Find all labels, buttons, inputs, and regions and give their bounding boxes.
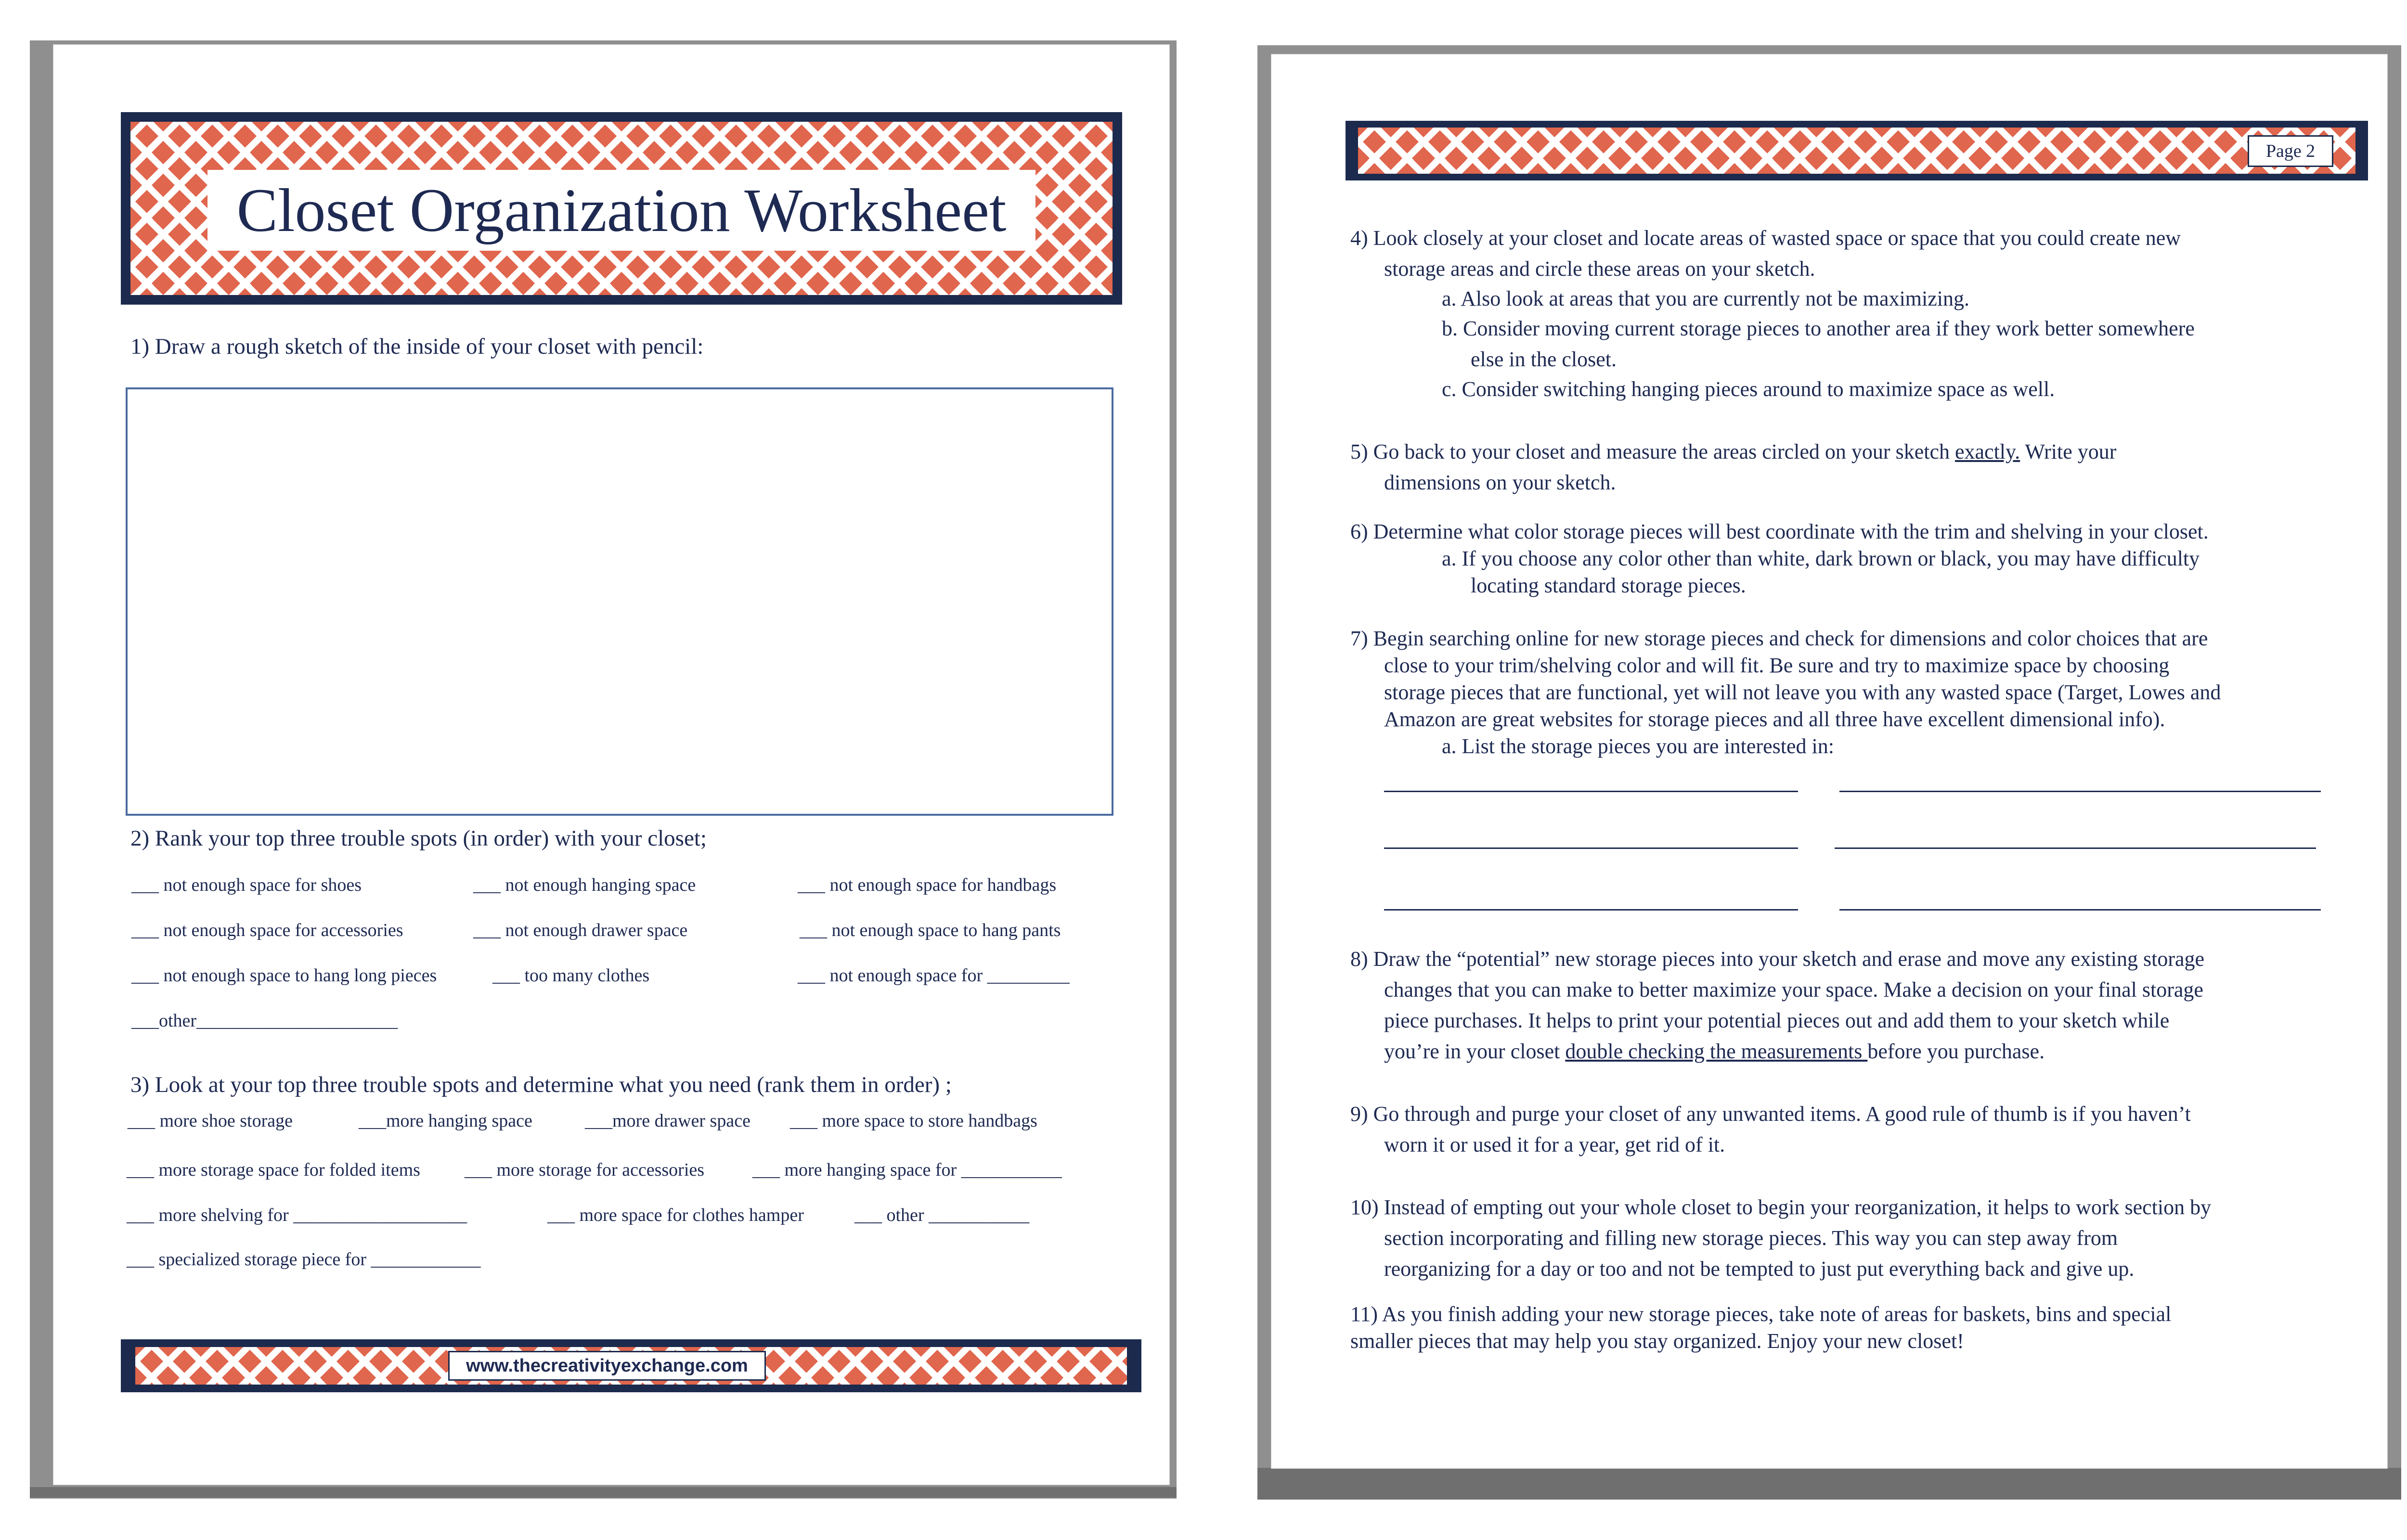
page-title: Closet Organization Worksheet bbox=[207, 170, 1035, 251]
q2-option[interactable]: ___ not enough space for shoes bbox=[131, 875, 362, 895]
q3-option[interactable]: ___more drawer space bbox=[585, 1111, 751, 1131]
q2-option[interactable]: ___ too many clothes bbox=[492, 965, 650, 986]
question-4b: b. Consider moving current storage pieces to another area if they work better somewhere bbox=[1442, 317, 2195, 340]
page-number-label: Page 2 bbox=[2248, 135, 2333, 167]
worksheet-page-2[interactable] bbox=[1271, 54, 2388, 1469]
footer-url[interactable]: www.thecreativityexchange.com bbox=[448, 1351, 766, 1381]
question-4b-cont: else in the closet. bbox=[1471, 347, 1617, 371]
question-11: 11) As you finish adding your new storage pieces, take note of areas for baskets, bins and special bbox=[1350, 1302, 2172, 1326]
question-4c: c. Consider switching hanging pieces around to maximize space as well. bbox=[1442, 377, 2055, 401]
title-banner bbox=[121, 112, 1122, 305]
question-6a: a. If you choose any color other than white, dark brown or black, you may have difficulty bbox=[1442, 547, 2200, 570]
question-8: 8) Draw the “potential” new storage pieces into your sketch and erase and move any existing storage bbox=[1350, 947, 2205, 971]
storage-piece-line[interactable] bbox=[1839, 791, 2321, 792]
question-5 bbox=[1350, 439, 2116, 464]
storage-piece-line[interactable] bbox=[1384, 791, 1798, 792]
question-2: 2) Rank your top three trouble spots (in order) with your closet; bbox=[130, 826, 707, 851]
q2-option[interactable]: ___ not enough space for accessories bbox=[131, 920, 403, 940]
footer-banner bbox=[121, 1339, 1141, 1392]
exactly-emphasis: exactly. bbox=[1954, 440, 2020, 463]
storage-piece-line[interactable] bbox=[1384, 909, 1798, 911]
q2-option[interactable]: ___ not enough drawer space bbox=[473, 920, 688, 940]
question-7-cont: close to your trim/shelving color and will fit. Be sure and try to maximize space by choosing bbox=[1384, 654, 2170, 677]
question-6a-cont: locating standard storage pieces. bbox=[1471, 574, 1746, 597]
question-11-cont: smaller pieces that may help you stay organized. Enjoy your new closet! bbox=[1350, 1329, 1964, 1353]
question-5-cont: dimensions on your sketch. bbox=[1384, 471, 1616, 494]
question-9-cont: worn it or used it for a year, get rid of it. bbox=[1384, 1133, 1725, 1156]
chevron-pattern bbox=[1358, 128, 2355, 174]
sketch-box[interactable] bbox=[126, 387, 1113, 816]
question-10-cont: reorganizing for a day or too and not be tempted to just put everything back and give up. bbox=[1384, 1257, 2135, 1281]
q2-option[interactable]: ___ not enough space for _________ bbox=[798, 965, 1070, 986]
page1-bottom-edge bbox=[30, 1487, 1177, 1498]
question-7: 7) Begin searching online for new storage pieces and check for dimensions and color choices that are bbox=[1350, 627, 2208, 650]
question-3: 3) Look at your top three trouble spots and determine what you need (rank them in order) ; bbox=[130, 1072, 952, 1097]
question-1: 1) Draw a rough sketch of the inside of your closet with pencil: bbox=[130, 334, 704, 359]
q2-option[interactable]: ___ not enough space for handbags bbox=[798, 875, 1057, 895]
question-6: 6) Determine what color storage pieces will best coordinate with the trim and shelving in your closet. bbox=[1350, 520, 2209, 543]
question-8-cont: changes that you can make to better maximize your space. Make a decision on your final storage bbox=[1384, 978, 2203, 1001]
q3-option[interactable]: ___ more shoe storage bbox=[128, 1111, 293, 1131]
storage-piece-line[interactable] bbox=[1839, 909, 2321, 911]
question-7-cont: Amazon are great websites for storage pieces and all three have excellent dimensional info). bbox=[1384, 707, 2165, 731]
q2-option[interactable]: ___ not enough space to hang pants bbox=[800, 920, 1061, 940]
question-7a: a. List the storage pieces you are interested in: bbox=[1442, 734, 1834, 758]
page2-bottom-edge bbox=[1257, 1468, 2401, 1500]
header-banner bbox=[1346, 121, 2368, 180]
double-checking-emphasis: double checking the measurements bbox=[1565, 1040, 1868, 1063]
chevron-pattern bbox=[130, 122, 1113, 295]
storage-piece-line[interactable] bbox=[1835, 847, 2316, 849]
question-10-cont: section incorporating and filling new storage pieces. This way you can step away from bbox=[1384, 1226, 2118, 1250]
question-8-cont bbox=[1384, 1039, 2045, 1064]
question-8-end: before you purchase. bbox=[1867, 1040, 2045, 1063]
q3-option[interactable]: ___ more storage space for folded items bbox=[127, 1160, 420, 1180]
question-5-text: 5) Go back to your closet and measure the areas circled on your sketch bbox=[1350, 440, 1955, 463]
question-5-end: Write your bbox=[2020, 440, 2117, 463]
q2-option[interactable]: ___ not enough space to hang long pieces bbox=[131, 965, 437, 986]
question-4-cont: storage areas and circle these areas on your sketch. bbox=[1384, 257, 1815, 281]
worksheet-page-1[interactable] bbox=[53, 44, 1170, 1485]
q3-option[interactable]: ___ more space for clothes hamper bbox=[547, 1205, 804, 1225]
q3-option[interactable]: ___ other ___________ bbox=[854, 1205, 1030, 1225]
question-7-cont: storage pieces that are functional, yet will not leave you with any wasted space (Target, Lowes and bbox=[1384, 680, 2221, 704]
chevron-pattern bbox=[135, 1347, 1127, 1385]
q3-option[interactable]: ___ more storage for accessories bbox=[465, 1160, 705, 1180]
question-4a: a. Also look at areas that you are currently not be maximizing. bbox=[1442, 287, 1970, 310]
question-10: 10) Instead of empting out your whole closet to begin your reorganization, it helps to work section by bbox=[1350, 1195, 2212, 1219]
q3-option[interactable]: ___ more hanging space for ___________ bbox=[752, 1160, 1062, 1180]
question-9: 9) Go through and purge your closet of any unwanted items. A good rule of thumb is if you haven’t bbox=[1350, 1102, 2191, 1126]
q3-option[interactable]: ___ more shelving for ___________________ bbox=[127, 1205, 467, 1225]
question-8-text: you’re in your closet bbox=[1384, 1040, 1566, 1063]
q3-option[interactable]: ___ more space to store handbags bbox=[790, 1111, 1037, 1131]
storage-piece-line[interactable] bbox=[1384, 847, 1798, 849]
q2-option[interactable]: ___ not enough hanging space bbox=[473, 875, 696, 895]
q2-option[interactable]: ___other______________________ bbox=[131, 1011, 398, 1031]
q3-option[interactable]: ___ specialized storage piece for ____________ bbox=[127, 1249, 481, 1270]
question-8-cont: piece purchases. It helps to print your potential pieces out and add them to your sketch while bbox=[1384, 1009, 2170, 1032]
q3-option[interactable]: ___more hanging space bbox=[359, 1111, 532, 1131]
question-4: 4) Look closely at your closet and locate areas of wasted space or space that you could create new bbox=[1350, 226, 2181, 250]
